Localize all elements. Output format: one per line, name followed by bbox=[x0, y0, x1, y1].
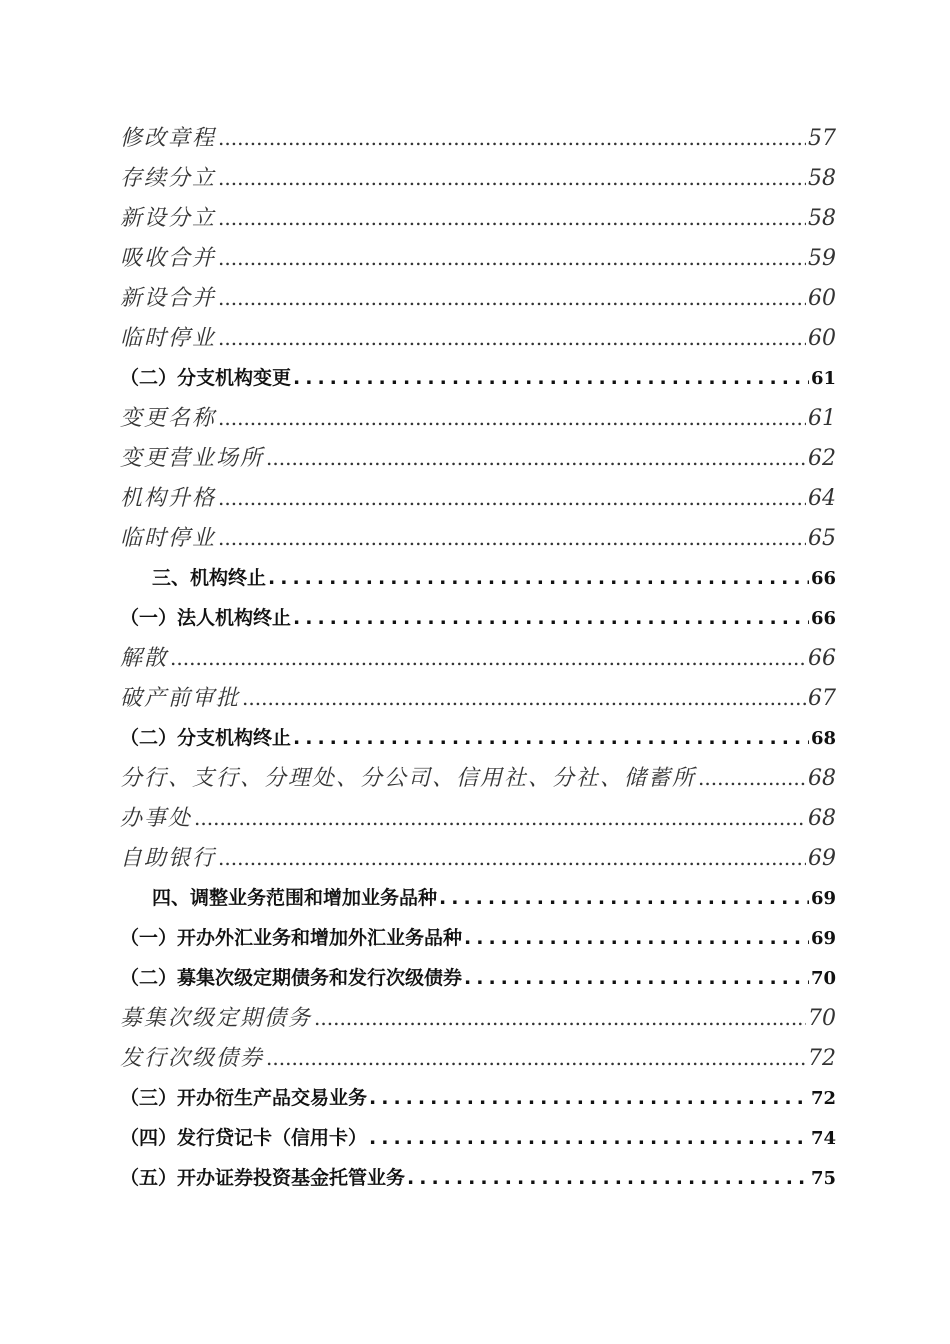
toc-entry-title: 临时停业 bbox=[120, 526, 217, 551]
toc-entry[interactable] bbox=[120, 198, 836, 238]
toc-entry-title: 解散 bbox=[120, 646, 169, 671]
toc-entry-page: 60 bbox=[808, 286, 836, 311]
toc-entry-title: 四、调整业务范围和增加业务品种 bbox=[152, 887, 438, 909]
toc-dot-leader bbox=[218, 238, 806, 278]
toc-entry-title: 新设合并 bbox=[120, 286, 217, 311]
toc-entry-page: 61 bbox=[810, 368, 836, 389]
toc-dot-leader bbox=[242, 678, 806, 718]
toc-entry-page: 72 bbox=[810, 1088, 836, 1109]
toc-entry-title: 存续分立 bbox=[120, 166, 217, 191]
toc-entry-title: 自助银行 bbox=[120, 846, 217, 871]
toc-entry[interactable] bbox=[120, 278, 836, 318]
toc-entry[interactable] bbox=[120, 1038, 836, 1078]
toc-entry-page: 70 bbox=[808, 1006, 836, 1031]
toc-entry-title: 发行次级债券 bbox=[120, 1046, 265, 1071]
toc-entry-title: 三、机构终止 bbox=[152, 567, 267, 589]
toc-dot-leader bbox=[218, 198, 806, 238]
toc-entry[interactable] bbox=[120, 878, 836, 918]
toc-entry-page: 67 bbox=[808, 686, 836, 711]
toc-entry-title: 分行、支行、分理处、分公司、信用社、分社、储蓄所 bbox=[120, 766, 697, 791]
toc-entry-title: 新设分立 bbox=[120, 206, 217, 231]
toc-entry-page: 70 bbox=[810, 968, 836, 989]
toc-entry-page: 64 bbox=[808, 486, 836, 511]
toc-dot-leader bbox=[218, 518, 806, 558]
toc-entry-page: 69 bbox=[808, 846, 836, 871]
toc-entry[interactable] bbox=[120, 558, 836, 598]
toc-entry[interactable] bbox=[120, 718, 836, 758]
toc-entry-page: 65 bbox=[808, 526, 836, 551]
toc-entry[interactable] bbox=[120, 1158, 836, 1198]
toc-entry[interactable] bbox=[120, 358, 836, 398]
toc-entry-page: 66 bbox=[808, 646, 836, 671]
toc-dot-leader bbox=[266, 438, 806, 478]
toc-entry-title: （三）开办衍生产品交易业务 bbox=[120, 1087, 368, 1109]
toc-entry-title: （二）募集次级定期债务和发行次级债券 bbox=[120, 967, 463, 989]
toc-entry-title: 变更名称 bbox=[120, 406, 217, 431]
toc-entry-title: 办事处 bbox=[120, 806, 193, 831]
toc-dot-leader bbox=[464, 958, 809, 998]
toc-entry-page: 68 bbox=[808, 806, 836, 831]
toc-entry[interactable] bbox=[120, 158, 836, 198]
toc-entry-page: 75 bbox=[810, 1168, 836, 1189]
toc-dot-leader bbox=[407, 1158, 809, 1198]
toc-dot-leader bbox=[293, 718, 809, 758]
toc-entry-title: （二）分支机构终止 bbox=[120, 727, 292, 749]
toc-entry-page: 57 bbox=[808, 126, 836, 151]
toc-dot-leader bbox=[218, 278, 806, 318]
toc-entry[interactable] bbox=[120, 518, 836, 558]
toc-entry-page: 58 bbox=[808, 166, 836, 191]
toc-entry-page: 68 bbox=[810, 728, 836, 749]
toc-dot-leader bbox=[268, 558, 809, 598]
toc-dot-leader bbox=[698, 758, 806, 798]
toc-entry[interactable] bbox=[120, 838, 836, 878]
toc-entry[interactable] bbox=[120, 958, 836, 998]
toc-entry[interactable] bbox=[120, 398, 836, 438]
toc-dot-leader bbox=[218, 398, 806, 438]
toc-entry[interactable] bbox=[120, 318, 836, 358]
toc-entry-page: 61 bbox=[808, 406, 836, 431]
toc-entry[interactable] bbox=[120, 118, 836, 158]
toc-entry-page: 72 bbox=[808, 1046, 836, 1071]
toc-entry[interactable] bbox=[120, 998, 836, 1038]
toc-dot-leader bbox=[464, 918, 809, 958]
toc-entry[interactable] bbox=[120, 918, 836, 958]
toc-entry-title: 临时停业 bbox=[120, 326, 217, 351]
toc-entry-title: 吸收合并 bbox=[120, 246, 217, 271]
toc-entry-title: （五）开办证券投资基金托管业务 bbox=[120, 1167, 406, 1189]
toc-dot-leader bbox=[218, 118, 806, 158]
toc-dot-leader bbox=[218, 318, 806, 358]
toc-entry[interactable] bbox=[120, 798, 836, 838]
toc-entry[interactable] bbox=[120, 238, 836, 278]
toc-dot-leader bbox=[218, 478, 806, 518]
toc-entry-page: 69 bbox=[810, 888, 836, 909]
toc-dot-leader bbox=[369, 1118, 809, 1158]
toc-entry-title: 破产前审批 bbox=[120, 686, 241, 711]
toc-entry-title: 变更营业场所 bbox=[120, 446, 265, 471]
toc-entry-title: （二）分支机构变更 bbox=[120, 367, 292, 389]
toc-entry-page: 66 bbox=[810, 568, 836, 589]
toc-entry-title: 机构升格 bbox=[120, 486, 217, 511]
toc-entry-page: 66 bbox=[810, 608, 836, 629]
toc-entry[interactable] bbox=[120, 1078, 836, 1118]
toc-entry[interactable] bbox=[120, 478, 836, 518]
toc-dot-leader bbox=[218, 158, 806, 198]
toc-dot-leader bbox=[369, 1078, 809, 1118]
toc-entry-title: （四）发行贷记卡（信用卡） bbox=[120, 1127, 368, 1149]
toc-entry[interactable] bbox=[120, 438, 836, 478]
toc-entry-title: （一）开办外汇业务和增加外汇业务品种 bbox=[120, 927, 463, 949]
toc-dot-leader bbox=[314, 998, 806, 1038]
toc-dot-leader bbox=[439, 878, 809, 918]
toc-entry-page: 74 bbox=[810, 1128, 836, 1149]
toc-dot-leader bbox=[218, 838, 806, 878]
toc-entry[interactable] bbox=[120, 638, 836, 678]
toc-entry-page: 60 bbox=[808, 326, 836, 351]
toc-entry[interactable] bbox=[120, 598, 836, 638]
toc-dot-leader bbox=[266, 1038, 806, 1078]
toc-entry-title: 修改章程 bbox=[120, 126, 217, 151]
toc-dot-leader bbox=[194, 798, 806, 838]
toc-entry-page: 68 bbox=[808, 766, 836, 791]
toc-entry[interactable] bbox=[120, 1118, 836, 1158]
toc-entry-page: 69 bbox=[810, 928, 836, 949]
toc-entry[interactable] bbox=[120, 758, 836, 798]
toc-entry-title: 募集次级定期债务 bbox=[120, 1006, 313, 1031]
toc-entry-page: 59 bbox=[808, 246, 836, 271]
toc-entry[interactable] bbox=[120, 678, 836, 718]
toc-entry-title: （一）法人机构终止 bbox=[120, 607, 292, 629]
toc-dot-leader bbox=[293, 598, 809, 638]
table-of-contents bbox=[120, 118, 836, 1198]
toc-dot-leader bbox=[293, 358, 809, 398]
toc-entry-page: 58 bbox=[808, 206, 836, 231]
toc-dot-leader bbox=[170, 638, 806, 678]
toc-entry-page: 62 bbox=[808, 446, 836, 471]
